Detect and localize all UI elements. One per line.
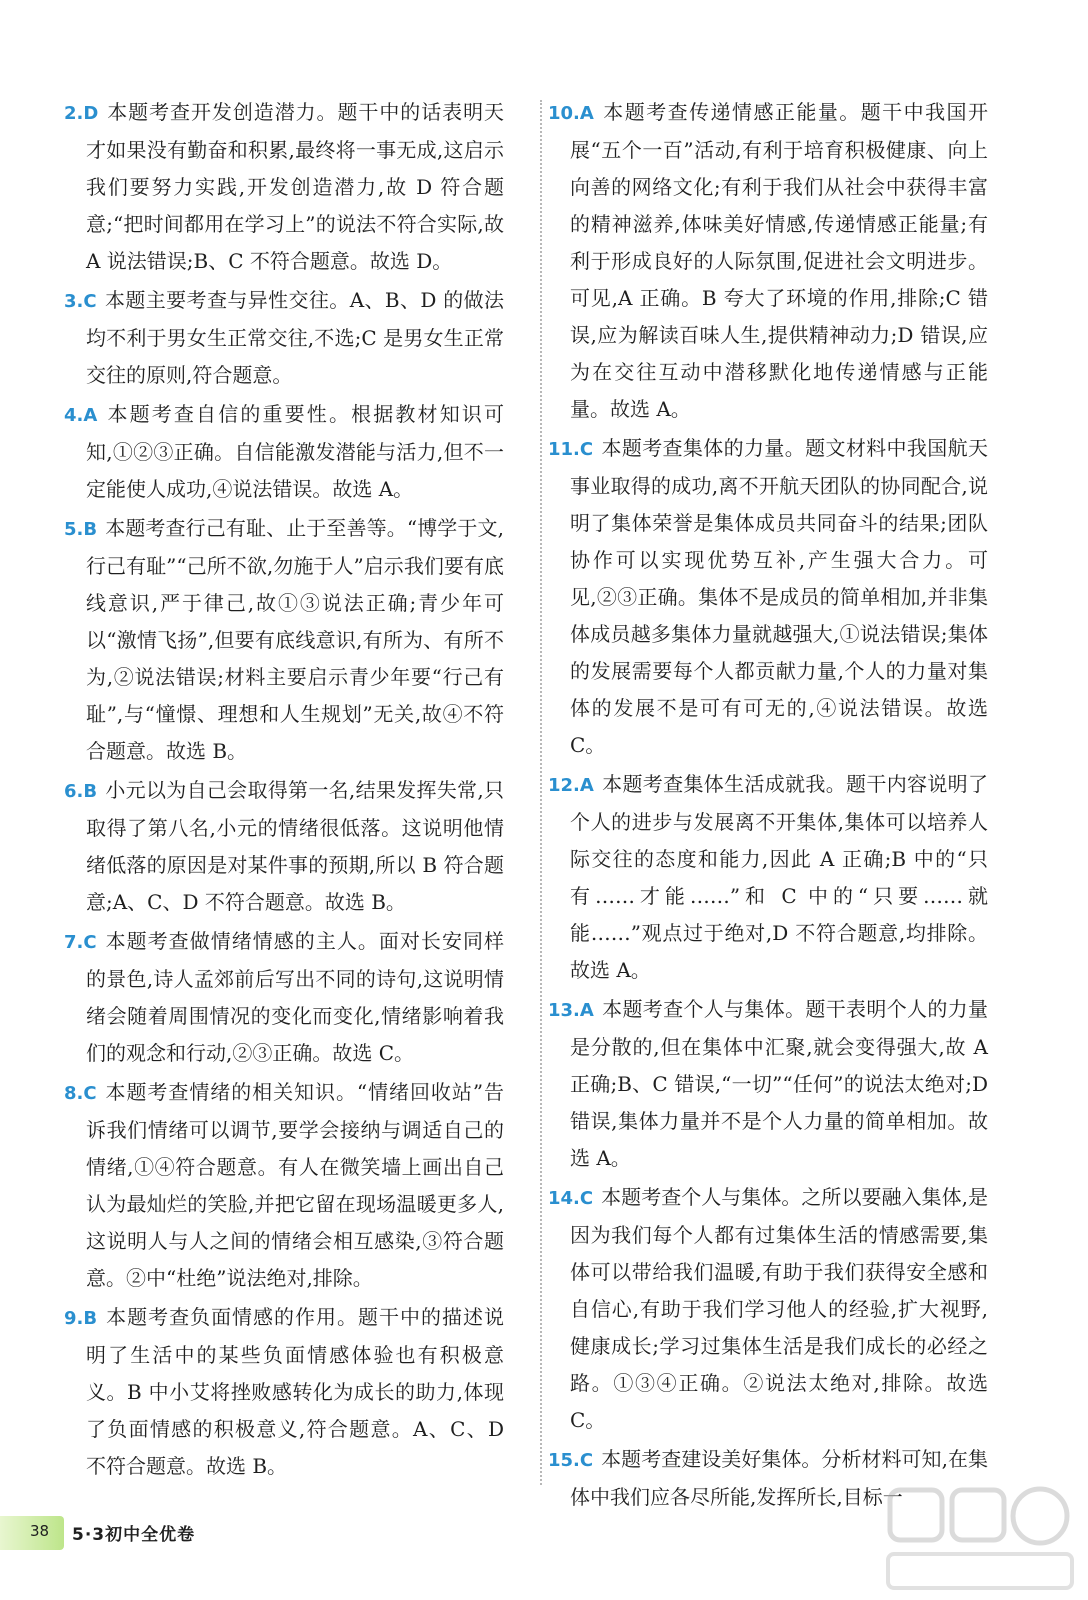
answer-number: 12.A (548, 775, 594, 796)
answer-number: 2.D (64, 103, 99, 124)
answer-item (548, 991, 988, 1177)
answer-text: 小元以为自己会取得第一名,结果发挥失常,只取得了第八名,小元的情绪很低落。这说明他情绪低落的原因是对某件事的预期,所以 B 符合题意;A、C、D 不符合题意。故选 B。 (86, 778, 504, 914)
answer-item (548, 766, 988, 989)
answer-item (548, 94, 988, 428)
answer-text: 本题考查建设美好集体。分析材料可知,在集体中我们应各尽所能,发挥所长,目标一 (570, 1447, 988, 1509)
answer-number: 7.C (64, 932, 97, 953)
answer-number: 10.A (548, 103, 594, 124)
answer-text: 本题考查做情绪情感的主人。面对长安同样的景色,诗人孟郊前后写出不同的诗句,这说明情绪会随着周围情况的变化而变化,情绪影响着我们的观念和行动,②③正确。故选 C。 (86, 929, 504, 1065)
book-title: 5·3初中全优卷 (72, 1525, 196, 1545)
answer-number: 14.C (548, 1188, 594, 1209)
answer-item (64, 772, 504, 921)
answer-number: 6.B (64, 781, 98, 802)
answer-item (64, 923, 504, 1072)
answer-text: 本题考查情绪的相关知识。“情绪回收站”告诉我们情绪可以调节,要学会接纳与调适自己的情绪,①④符合题意。有人在微笑墙上画出自己认为最灿烂的笑脸,并把它留在现场温暖更多人,这说明人与人之间的情绪会相互感染,③符合题意。②中“杜绝”说法绝对,排除。 (86, 1080, 504, 1290)
answer-item (548, 1179, 988, 1439)
answer-item (548, 430, 988, 764)
answer-text: 本题考查集体的力量。题文材料中我国航天事业取得的成功,离不开航天团队的协同配合,说明了集体荣誉是集体成员共同奋斗的结果;团队协作可以实现优势互补,产生强大合力。可见,②③正确。集体不是成员的简单相加,并非集体成员越多集体力量就越强大,①说法错误;集体的发展需要每个人都贡献力量,个人的力量对集体的发展不是可有可无的,④说法错误。故选 C。 (570, 436, 988, 757)
answer-text: 本题考查传递情感正能量。题干中我国开展“五个一百”活动,有利于培育积极健康、向上向善的网络文化;有利于我们从社会中获得丰富的精神滋养,体味美好情感,传递情感正能量;有利于形成良好的人际氛围,促进社会文明进步。可见,A 正确。B 夸大了环境的作用,排除;C 错误,应为解读百味人生,提供精神动力;D 错误,应为在交往互动中潜移默化地传递情感与正能量。故选 A。 (570, 100, 988, 421)
page-number: 38 (30, 1522, 50, 1540)
answer-item (64, 94, 504, 280)
answer-text: 本题主要考查与异性交往。A、B、D 的做法均不利于男女生正常交往,不选;C 是男女生正常交往的原则,符合题意。 (86, 288, 504, 387)
answer-text: 本题考查个人与集体。题干表明个人的力量是分散的,但在集体中汇聚,就会变得强大,故 A 正确;B、C 错误,“一切”“任何”的说法太绝对;D 错误,集体力量并不是个人力量的简单相加。故选 A。 (570, 997, 988, 1170)
answer-text: 本题考查开发创造潜力。题干中的话表明天才如果没有勤奋和积累,最终将一事无成,这启示我们要努力实践,开发创造潜力,故 D 符合题意;“把时间都用在学习上”的说法不符合实际,故 A 说法错误;B、C 不符合题意。故选 D。 (86, 100, 504, 273)
answer-number: 8.C (64, 1083, 97, 1104)
page-footer (0, 1510, 300, 1556)
answer-column-left (64, 94, 504, 1487)
answer-number: 15.C (548, 1450, 594, 1471)
answer-column-right (548, 94, 988, 1518)
answer-number: 4.A (64, 405, 98, 426)
answer-item (64, 396, 504, 508)
answer-text: 本题考查负面情感的作用。题干中的描述说明了生活中的某些负面情感体验也有积极意义。B 中小艾将挫败感转化为成长的助力,体现了负面情感的积极意义,符合题意。A、C、D 不符合题意。故选 B。 (86, 1305, 504, 1478)
answer-item (64, 510, 504, 770)
answer-number: 3.C (64, 291, 97, 312)
answer-text: 本题考查个人与集体。之所以要融入集体,是因为我们每个人都有过集体生活的情感需要,集体可以带给我们温暖,有助于我们获得安全感和自信心,有助于我们学习他人的经验,扩大视野,健康成长;学习过集体生活是我们成长的必经之路。①③④正确。②说法太绝对,排除。故选 C。 (570, 1185, 988, 1432)
answer-item (64, 1074, 504, 1297)
answer-number: 13.A (548, 1000, 594, 1021)
column-divider (540, 100, 542, 1485)
answer-text: 本题考查行己有耻、止于至善等。“博学于文,行己有耻”“己所不欲,勿施于人”启示我们要有底线意识,严于律己,故①③说法正确;青少年可以“激情飞扬”,但要有底线意识,有所为、有所不为,②说法错误;材料主要启示青少年要“行己有耻”,与“憧憬、理想和人生规划”无关,故④不符合题意。故选 B。 (86, 516, 504, 763)
watermark-logo (880, 1478, 1080, 1596)
answer-item (64, 1299, 504, 1485)
answer-item (64, 282, 504, 394)
answer-text: 本题考查自信的重要性。根据教材知识可知,①②③正确。自信能激发潜能与活力,但不一定能使人成功,④说法错误。故选 A。 (86, 402, 504, 501)
answer-number: 5.B (64, 519, 98, 540)
answer-number: 11.C (548, 439, 594, 460)
answer-text: 本题考查集体生活成就我。题干内容说明了个人的进步与发展离不开集体,集体可以培养人际交往的态度和能力,因此 A 正确;B 中的“只有……才能……”和 C 中的“只要……就能……”观点过于绝对,D 不符合题意,均排除。故选 A。 (570, 772, 988, 982)
answer-number: 9.B (64, 1308, 98, 1329)
